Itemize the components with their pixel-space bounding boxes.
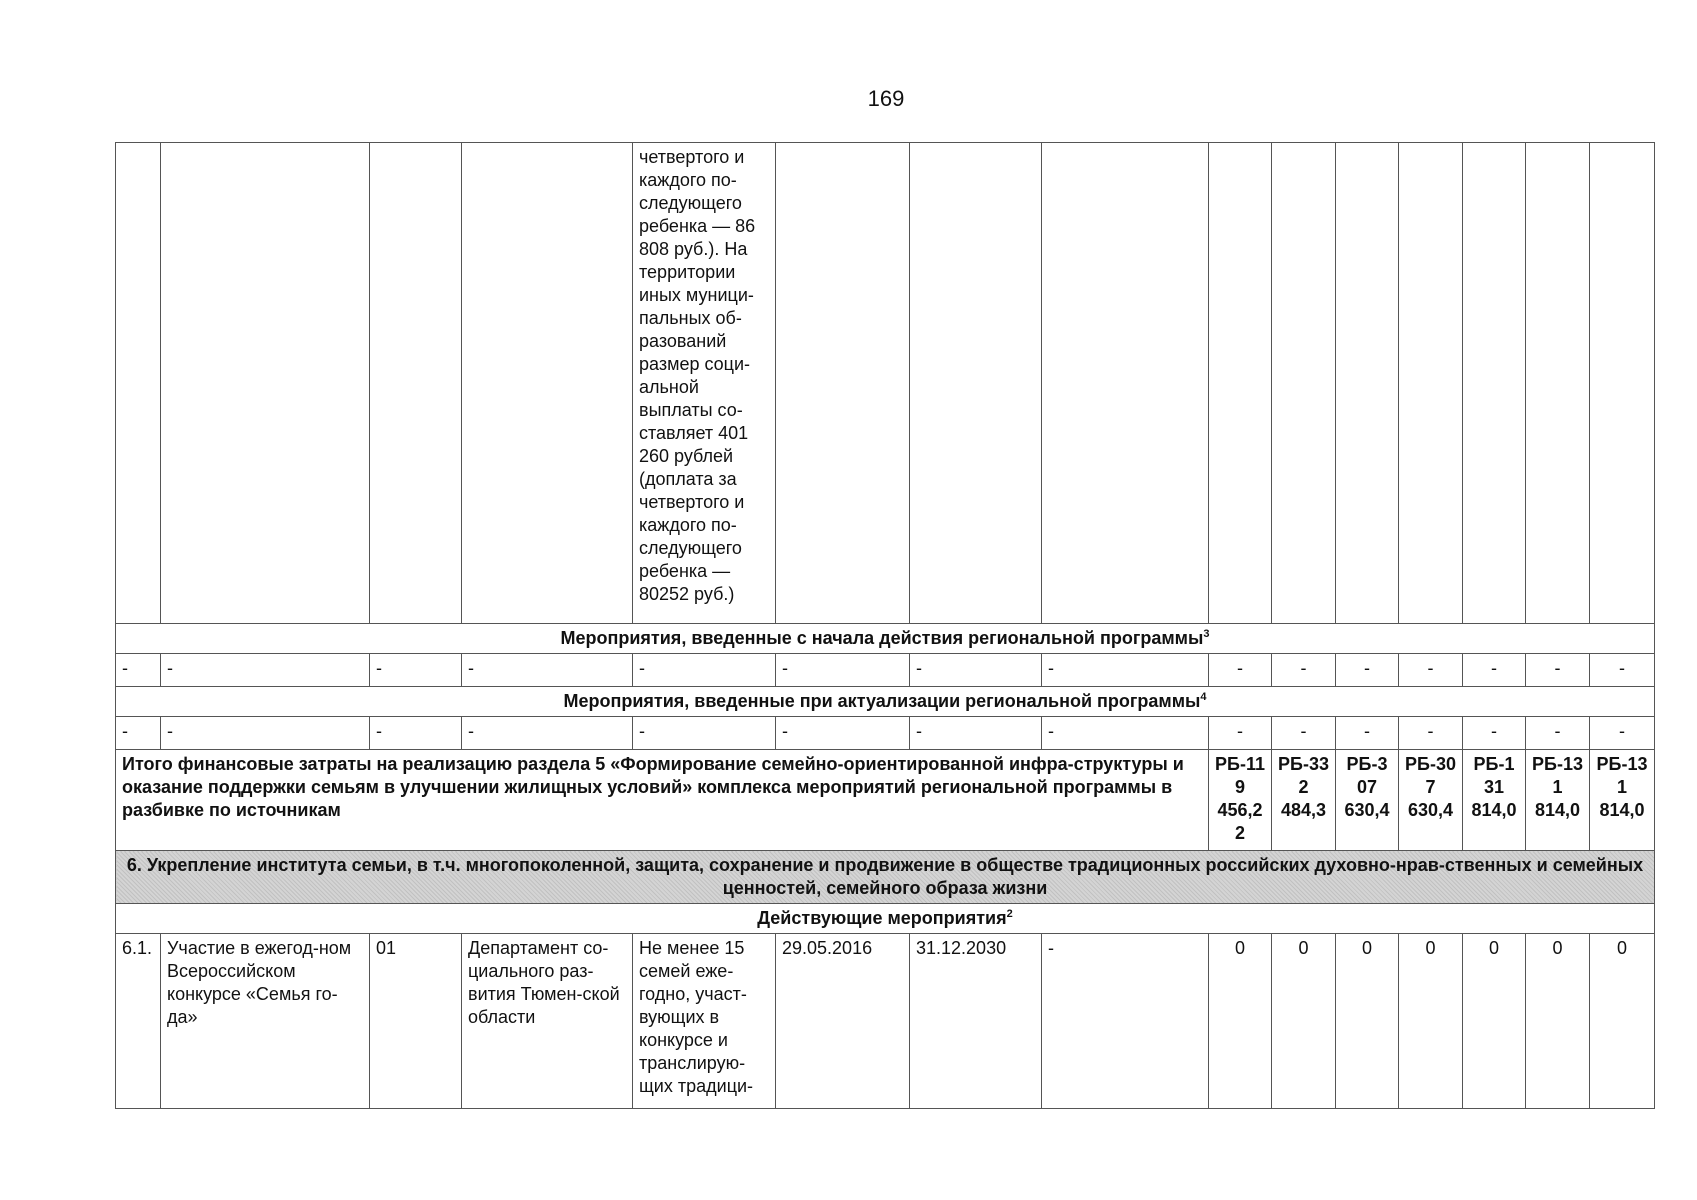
measure-end-date: 31.12.2030 [910, 934, 1042, 1109]
finance-total-row [116, 750, 1655, 851]
cell-empty [910, 143, 1042, 624]
program-table [115, 142, 1655, 1109]
cell-empty [1209, 143, 1272, 624]
dash-cell: - [1042, 654, 1209, 687]
cell-empty [1042, 143, 1209, 624]
table-row [116, 934, 1655, 1109]
continuation-row [116, 143, 1655, 624]
finance-value: РБ-332 484,3 [1272, 750, 1336, 851]
dash-cell: - [1399, 654, 1463, 687]
finance-value: РБ-131 814,0 [1590, 750, 1655, 851]
dash-cell: - [370, 717, 462, 750]
section-heading-text: Мероприятия, введенные при актуализации региональной программы [563, 691, 1201, 711]
cell-empty [1526, 143, 1590, 624]
dash-row [116, 717, 1655, 750]
section-heading-introduced-since-start [116, 624, 1655, 654]
measure-result: Не менее 15 семей еже-годно, участ-вующих в конкурсе и транслирую-щих традици- [633, 934, 776, 1109]
measure-value: 0 [1336, 934, 1399, 1109]
dash-cell: - [1526, 654, 1590, 687]
dash-cell: - [116, 717, 161, 750]
section-6-row [116, 851, 1655, 904]
dash-cell: - [1463, 654, 1526, 687]
footnote-ref: 2 [1006, 908, 1013, 920]
dash-cell: - [116, 654, 161, 687]
dash-cell: - [776, 654, 910, 687]
measure-code: 01 [370, 934, 462, 1109]
cell-empty [1590, 143, 1655, 624]
finance-value: РБ-119 456,2 2 [1209, 750, 1272, 851]
dash-cell: - [1526, 717, 1590, 750]
cell-empty [1336, 143, 1399, 624]
finance-value: РБ-307 630,4 [1399, 750, 1463, 851]
dash-cell: - [161, 654, 370, 687]
cell-empty [1399, 143, 1463, 624]
dash-cell: - [776, 717, 910, 750]
section-heading-row [116, 687, 1655, 717]
dash-row [116, 654, 1655, 687]
cell-empty [161, 143, 370, 624]
dash-cell: - [462, 717, 633, 750]
dash-cell: - [1590, 717, 1655, 750]
measure-value: 0 [1209, 934, 1272, 1109]
dash-cell: - [1209, 717, 1272, 750]
cell-empty [462, 143, 633, 624]
finance-value: РБ-131 814,0 [1526, 750, 1590, 851]
footnote-ref: 4 [1200, 691, 1207, 703]
measure-value: 0 [1590, 934, 1655, 1109]
dash-cell: - [1463, 717, 1526, 750]
row-number: 6.1. [116, 934, 161, 1109]
dash-cell: - [910, 717, 1042, 750]
finance-value: РБ-307 630,4 [1336, 750, 1399, 851]
measure-start-date: 29.05.2016 [776, 934, 910, 1109]
measure-value: 0 [1463, 934, 1526, 1109]
dash-cell: - [1272, 654, 1336, 687]
dash-cell: - [910, 654, 1042, 687]
active-measures-text: Действующие мероприятия [757, 908, 1007, 928]
cell-empty [1272, 143, 1336, 624]
dash-cell: - [1399, 717, 1463, 750]
measure-value: 0 [1272, 934, 1336, 1109]
cell-empty [116, 143, 161, 624]
active-measures-heading [116, 904, 1655, 934]
measure-name: Участие в ежегод-ном Всероссийском конкурсе «Семья го-да» [161, 934, 370, 1109]
section-heading-text: Мероприятия, введенные с начала действия региональной программы [560, 628, 1204, 648]
dash-cell: - [1590, 654, 1655, 687]
measure-source: - [1042, 934, 1209, 1109]
finance-total-label: Итого финансовые затраты на реализацию раздела 5 «Формирование семейно-ориентированной инфра-структуры и оказание поддержки семьям в улучшении жилищных условий» комплекса мероприятий региональной программы в разбивке по источникам [116, 750, 1209, 851]
cell-empty [370, 143, 462, 624]
dash-cell: - [1336, 654, 1399, 687]
dash-cell: - [462, 654, 633, 687]
measure-value: 0 [1399, 934, 1463, 1109]
cell-empty [776, 143, 910, 624]
section-heading-row [116, 624, 1655, 654]
dash-cell: - [161, 717, 370, 750]
dash-cell: - [1042, 717, 1209, 750]
page-number: 169 [867, 86, 905, 111]
dash-cell: - [370, 654, 462, 687]
measure-value: 0 [1526, 934, 1590, 1109]
continuation-result-text: четвертого и каждого по-следующего ребенка — 86 808 руб.). На территории иных муници-пальных об-разований размер соци-альной выплаты со-ставляет 401 260 рублей (доплата за четвертого и каждого по-следующего ребенка — 80252 руб.) [633, 143, 776, 624]
dash-cell: - [633, 654, 776, 687]
section-heading-introduced-at-update [116, 687, 1655, 717]
dash-cell: - [1272, 717, 1336, 750]
dash-cell: - [633, 717, 776, 750]
measure-executor: Департамент со-циального раз-вития Тюмен-ской области [462, 934, 633, 1109]
dash-cell: - [1209, 654, 1272, 687]
active-measures-row [116, 904, 1655, 934]
cell-empty [1463, 143, 1526, 624]
section-6-title: 6. Укрепление института семьи, в т.ч. многопоколенной, защита, сохранение и продвижение в обществе традиционных российских духовно-нрав-ственных и семейных ценностей, семейного образа жизни [116, 851, 1655, 904]
footnote-ref: 3 [1203, 628, 1210, 640]
dash-cell: - [1336, 717, 1399, 750]
finance-value: РБ-131 814,0 [1463, 750, 1526, 851]
